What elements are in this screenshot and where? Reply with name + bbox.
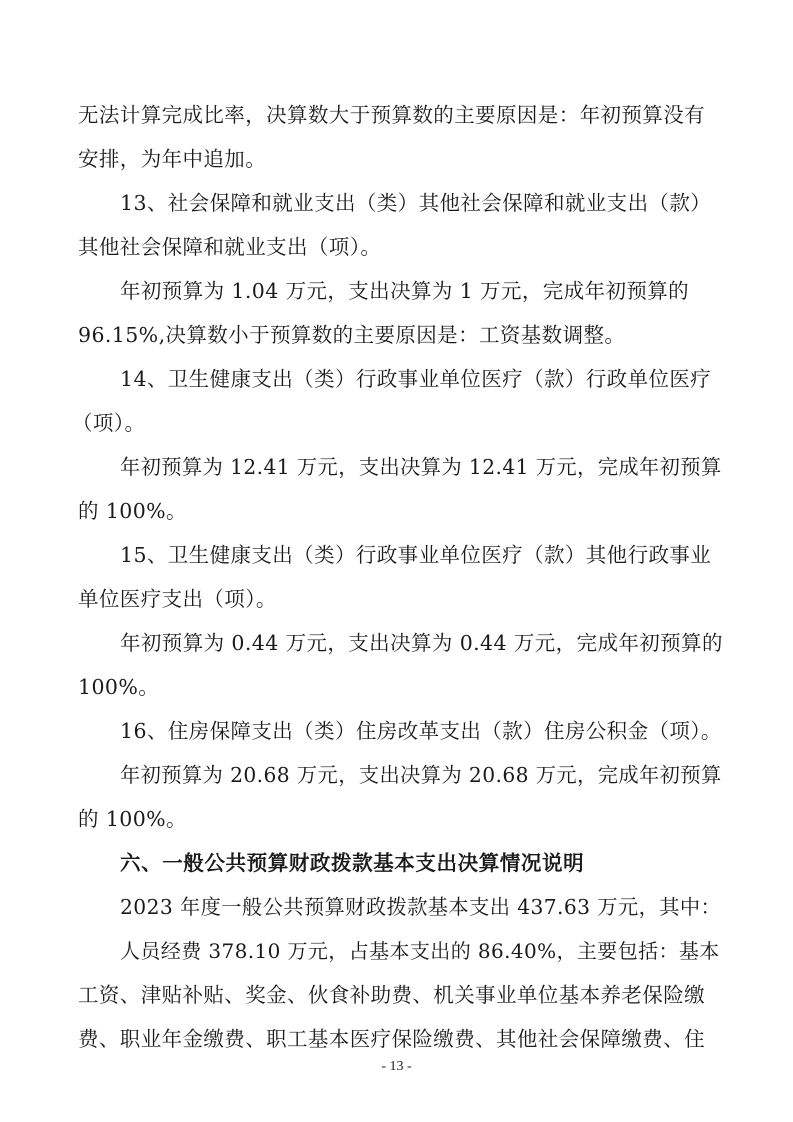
text-line: 14、卫生健康支出（类）行政事业单位医疗（款）行政单位医疗 xyxy=(120,367,712,391)
text-line: 年初预算为 0.44 万元，支出决算为 0.44 万元，完成年初预算的 xyxy=(120,631,723,655)
text-line: 16、住房保障支出（类）住房改革支出（款）住房公积金（项）。 xyxy=(120,719,722,743)
text-line: 单位医疗支出（项）。 xyxy=(78,587,277,611)
text-line: 工资、津贴补贴、奖金、伙食补助费、机关事业单位基本养老保险缴 xyxy=(78,983,705,1007)
text-line: （项）。 xyxy=(72,411,146,435)
text-line: 其他社会保障和就业支出（项）。 xyxy=(78,235,382,259)
text-line: 费、职业年金缴费、职工基本医疗保险缴费、其他社会保障缴费、住 xyxy=(78,1027,705,1051)
text-line: 的 100%。 xyxy=(78,807,187,831)
text-line: 的 100%。 xyxy=(78,499,187,523)
text-line: 100%。 xyxy=(78,675,160,699)
text-line: 年初预算为 12.41 万元，支出决算为 12.41 万元，完成年初预算 xyxy=(120,455,722,479)
text-line: 年初预算为 20.68 万元，支出决算为 20.68 万元，完成年初预算 xyxy=(120,763,722,787)
text-line: 15、卫生健康支出（类）行政事业单位医疗（款）其他行政事业 xyxy=(120,543,712,567)
text-line: 安排，为年中追加。 xyxy=(78,147,267,171)
text-line: 96.15%,决算数小于预算数的主要原因是：工资基数调整。 xyxy=(78,323,626,347)
section-heading: 六、一般公共预算财政拨款基本支出决算情况说明 xyxy=(120,851,585,875)
text-line: 2023 年度一般公共预算财政拨款基本支出 437.63 万元，其中： xyxy=(120,895,722,919)
page-number: - 13 - xyxy=(381,1059,412,1074)
text-line: 无法计算完成比率，决算数大于预算数的主要原因是：年初预算没有 xyxy=(78,103,705,127)
text-line: 年初预算为 1.04 万元，支出决算为 1 万元，完成年初预算的 xyxy=(120,279,690,303)
text-line: 13、社会保障和就业支出（类）其他社会保障和就业支出（款） xyxy=(120,191,712,215)
text-line: 人员经费 378.10 万元，占基本支出的 86.40%，主要包括：基本 xyxy=(120,939,720,963)
